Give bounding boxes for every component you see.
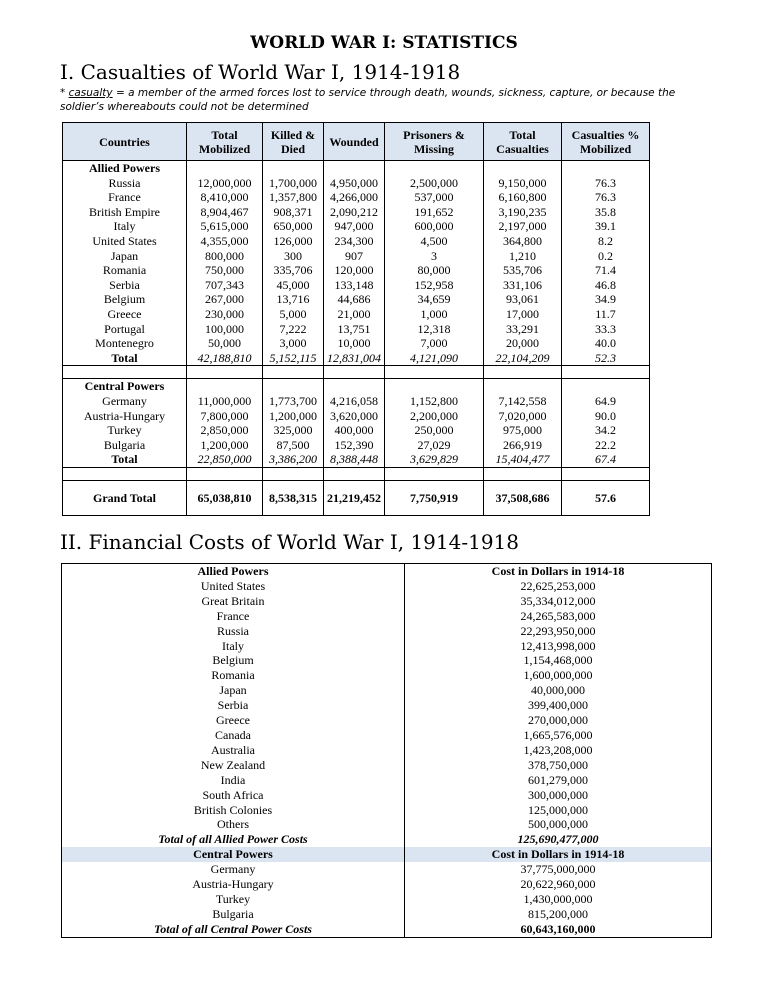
cost-country: Italy <box>222 638 244 653</box>
table-cell: 266,919 <box>503 437 542 452</box>
cost-value: 22,293,950,000 <box>520 623 596 638</box>
table-cell: 71.4 <box>595 263 616 278</box>
grand-total-row <box>63 480 650 515</box>
table-cell: 8,904,467 <box>200 204 249 219</box>
cost-value: 1,430,000,000 <box>523 891 593 906</box>
subtotal-label: Total <box>111 350 138 365</box>
group-spacer <box>327 161 381 176</box>
table-cell: 325,000 <box>273 423 313 438</box>
table-cell: 87,500 <box>276 437 310 452</box>
cost-country: Others <box>217 817 249 832</box>
table-cell: 7,142,558 <box>498 393 547 408</box>
table-cell: 76.3 <box>595 175 616 190</box>
col-5-cell <box>484 161 562 366</box>
cost-country: Austria-Hungary <box>192 877 274 892</box>
cost-value: 40,000,000 <box>531 683 585 698</box>
table-cell: 2,197,000 <box>498 219 547 234</box>
col-2-cell <box>263 379 324 468</box>
table-cell: 21,000 <box>337 306 371 321</box>
table-cell: 800,000 <box>205 248 244 263</box>
col-4-cell <box>385 379 484 468</box>
cost-value: 500,000,000 <box>528 817 588 832</box>
page-title: WORLD WAR I: STATISTICS <box>250 33 518 53</box>
table-cell: 120,000 <box>334 263 374 278</box>
col-header-wounded: Wounded <box>324 123 385 161</box>
table-cell: 5,000 <box>279 306 307 321</box>
country-name: Austria-Hungary <box>83 408 166 423</box>
table-cell: 152,390 <box>334 437 374 452</box>
table-cell: 364,800 <box>503 233 542 248</box>
central-total-label: Total of all Central Power Costs <box>154 921 312 936</box>
col-3-cell <box>324 379 385 468</box>
col-0-cell <box>63 379 187 468</box>
table-cell: 2,850,000 <box>200 423 249 438</box>
table-cell: 300 <box>284 248 302 263</box>
table-cell: 250,000 <box>414 423 454 438</box>
table-cell: 267,000 <box>205 292 244 307</box>
cost-country: Turkey <box>215 891 251 906</box>
table-cell: 1,152,800 <box>410 393 458 408</box>
subtotal-value: 52.3 <box>595 350 616 365</box>
country-name: Belgium <box>103 292 146 307</box>
table-cell: 6,160,800 <box>498 190 547 205</box>
table-cell: 34,659 <box>417 292 451 307</box>
table-cell: 4,355,000 <box>200 233 249 248</box>
table-cell: 947,000 <box>334 219 374 234</box>
cost-column-header-central: Cost in Dollars in 1914-18 <box>405 847 711 862</box>
table-cell: 600,000 <box>414 219 454 234</box>
cost-column-header: Cost in Dollars in 1914-18 <box>491 564 625 578</box>
central-powers-header: Central Powers <box>62 847 404 862</box>
group-spacer <box>565 379 646 394</box>
cost-value: 22,625,253,000 <box>520 578 596 593</box>
table-cell: 64.9 <box>595 393 616 408</box>
cost-country: France <box>216 608 250 623</box>
group-spacer <box>565 161 646 176</box>
col-4-cell <box>385 161 484 366</box>
allied-powers-header: Allied Powers <box>197 564 269 578</box>
cost-country: Serbia <box>217 698 249 713</box>
country-name: Italy <box>113 219 136 234</box>
allied-total-value: 125,690,477,000 <box>517 832 599 847</box>
group-spacer <box>190 379 259 394</box>
cost-country: British Colonies <box>193 802 273 817</box>
table-cell: 8,410,000 <box>200 190 249 205</box>
group-spacer <box>266 161 320 176</box>
table-cell: 1,700,000 <box>269 175 317 190</box>
subtotal-value: 15,404,477 <box>495 452 550 467</box>
subtotal-value: 42,188,810 <box>197 350 252 365</box>
grand-total-mobilized: 65,038,810 <box>187 480 263 515</box>
casualty-term: casualty <box>68 87 113 99</box>
table-cell: 11,000,000 <box>197 393 252 408</box>
table-cell: 4,500 <box>420 233 448 248</box>
table-cell: 100,000 <box>205 321 244 336</box>
table-cell: 975,000 <box>503 423 542 438</box>
table-cell: 3,190,235 <box>498 204 547 219</box>
table-cell: 4,216,058 <box>330 393 378 408</box>
cost-value: 378,750,000 <box>528 757 588 772</box>
table-cell: 12,000,000 <box>197 175 252 190</box>
col-3-cell <box>324 161 385 366</box>
table-cell: 1,357,800 <box>269 190 317 205</box>
table-cell: 1,773,700 <box>269 393 317 408</box>
table-cell: 650,000 <box>273 219 313 234</box>
col-header-countries: Countries <box>63 123 187 161</box>
table-cell: 2,500,000 <box>410 175 458 190</box>
cost-country: Canada <box>215 727 251 742</box>
subtotal-value: 67.4 <box>595 452 616 467</box>
subtotal-value: 3,386,200 <box>269 452 317 467</box>
table-cell: 3 <box>431 248 437 263</box>
cost-value: 1,600,000,000 <box>523 668 593 683</box>
table-cell: 35.8 <box>595 204 616 219</box>
table-cell: 908,371 <box>273 204 313 219</box>
table-cell: 152,958 <box>414 277 454 292</box>
table-cell: 707,343 <box>205 277 244 292</box>
table-cell: 400,000 <box>334 423 374 438</box>
cost-country: Japan <box>219 683 247 698</box>
cost-value: 270,000,000 <box>528 713 588 728</box>
cost-country: India <box>220 772 246 787</box>
cost-value: 1,154,468,000 <box>523 653 593 668</box>
country-name: Serbia <box>109 277 140 292</box>
table-cell: 7,222 <box>279 321 307 336</box>
col-6-cell <box>562 379 650 468</box>
table-cell: 22.2 <box>595 437 616 452</box>
col-6-cell <box>562 161 650 366</box>
subtotal-label: Total <box>111 452 138 467</box>
subtotal-value: 4,121,090 <box>410 350 458 365</box>
subtotal-value: 22,104,209 <box>495 350 550 365</box>
col-header-total-mobilized: Total Mobilized <box>187 123 263 161</box>
table-cell: 3,000 <box>279 336 307 351</box>
table-cell: 5,615,000 <box>200 219 249 234</box>
country-name: France <box>108 190 141 205</box>
grand-total-killed: 8,538,315 <box>263 480 324 515</box>
country-name: Portugal <box>104 321 145 336</box>
table-cell: 8.2 <box>598 233 613 248</box>
group-spacer <box>388 379 480 394</box>
cost-value: 12,413,998,000 <box>520 638 596 653</box>
col-header-total-casualties: Total Casualties <box>484 123 562 161</box>
table-cell: 2,200,000 <box>410 408 458 423</box>
group-spacer <box>487 379 558 394</box>
cost-values-column <box>405 564 712 938</box>
table-cell: 2,090,212 <box>330 204 378 219</box>
table-cell: 230,000 <box>205 306 244 321</box>
grand-total-label: Grand Total <box>63 480 187 515</box>
financial-costs-table <box>61 563 712 938</box>
table-cell: 27,029 <box>417 437 451 452</box>
cost-value: 815,200,000 <box>528 906 588 921</box>
cost-value: 1,665,576,000 <box>523 727 593 742</box>
table-cell: 191,652 <box>414 204 454 219</box>
cost-country: South Africa <box>202 787 264 802</box>
subtotal-value: 5,152,115 <box>269 350 317 365</box>
table-cell: 46.8 <box>595 277 616 292</box>
allied-block <box>63 161 650 366</box>
cost-country: Great Britain <box>201 593 265 608</box>
table-cell: 20,000 <box>506 336 539 351</box>
group-label: Allied Powers <box>89 161 160 175</box>
cost-value: 37,775,000,000 <box>520 862 596 877</box>
table-cell: 7,800,000 <box>200 408 249 423</box>
table-cell: 335,706 <box>273 263 313 278</box>
cost-value: 1,423,208,000 <box>523 742 593 757</box>
col-0-cell <box>63 161 187 366</box>
table-cell: 13,751 <box>337 321 371 336</box>
country-name: Turkey <box>107 423 142 438</box>
table-cell: 4,266,000 <box>330 190 378 205</box>
table-cell: 13,716 <box>276 292 310 307</box>
col-header-casualties-pct: Casualties % Mobilized <box>562 123 650 161</box>
col-header-prisoners: Prisoners & Missing <box>385 123 484 161</box>
table-cell: 76.3 <box>595 190 616 205</box>
group-spacer <box>327 379 381 394</box>
col-1-cell <box>187 379 263 468</box>
table-cell: 33,291 <box>506 321 539 336</box>
table-cell: 7,000 <box>420 336 448 351</box>
table-cell: 1,200,000 <box>269 408 317 423</box>
section-heading-casualties: I. Casualties of World War I, 1914-1918 <box>60 60 461 84</box>
group-label: Central Powers <box>84 379 165 394</box>
table-cell: 1,200,000 <box>200 437 249 452</box>
grand-total-pct: 57.6 <box>562 480 650 515</box>
table-cell: 10,000 <box>337 336 371 351</box>
subtotal-value: 8,388,448 <box>330 452 378 467</box>
col-2-cell <box>263 161 324 366</box>
country-name: Montenegro <box>95 336 154 351</box>
group-spacer <box>388 161 480 176</box>
cost-country: Romania <box>211 668 255 683</box>
table-cell: 12,318 <box>417 321 451 336</box>
col-1-cell <box>187 161 263 366</box>
table-cell: 907 <box>345 248 363 263</box>
table-cell: 33.3 <box>595 321 616 336</box>
table-cell: 535,706 <box>503 263 542 278</box>
table-cell: 7,020,000 <box>498 408 547 423</box>
table-cell: 34.2 <box>595 423 616 438</box>
country-name: Russia <box>108 175 141 190</box>
table-cell: 331,106 <box>503 277 542 292</box>
table-cell: 90.0 <box>595 408 616 423</box>
table-cell: 39.1 <box>595 219 616 234</box>
table-cell: 1,000 <box>420 306 448 321</box>
grand-total-casualties: 37,508,686 <box>484 480 562 515</box>
country-name: Romania <box>102 263 147 278</box>
casualty-definition-note: * casualty = a member of the armed forces lost to service through death, wounds, sickness, capture, or because the soldier’s whereabouts could not be determined <box>60 87 676 113</box>
table-cell: 80,000 <box>417 263 451 278</box>
col-5-cell <box>484 379 562 468</box>
cost-country: Germany <box>210 862 256 877</box>
casualties-header-row <box>63 123 650 161</box>
country-name: British Empire <box>89 204 160 219</box>
cost-value: 20,622,960,000 <box>520 877 596 892</box>
table-cell: 50,000 <box>208 336 241 351</box>
cost-country: Bulgaria <box>212 906 254 921</box>
country-name: Japan <box>110 248 139 263</box>
casualties-table <box>62 122 650 516</box>
group-spacer <box>190 161 259 176</box>
table-cell: 9,150,000 <box>498 175 547 190</box>
central-total-value: 60,643,160,000 <box>520 921 596 936</box>
cost-value: 24,265,583,000 <box>520 608 596 623</box>
cost-country: Australia <box>211 742 255 757</box>
country-name: Bulgaria <box>103 437 146 452</box>
cost-value: 601,279,000 <box>528 772 588 787</box>
table-cell: 126,000 <box>273 233 313 248</box>
table-cell: 17,000 <box>506 306 539 321</box>
table-cell: 750,000 <box>205 263 244 278</box>
table-cell: 0.2 <box>598 248 613 263</box>
table-cell: 34.9 <box>595 292 616 307</box>
grand-total-wounded: 21,219,452 <box>324 480 385 515</box>
table-cell: 3,620,000 <box>330 408 378 423</box>
cost-country: Russia <box>216 623 249 638</box>
cost-value: 125,000,000 <box>528 802 588 817</box>
table-cell: 133,148 <box>334 277 374 292</box>
table-cell: 1,210 <box>509 248 536 263</box>
group-spacer <box>487 161 558 176</box>
cost-country: New Zealand <box>200 757 266 772</box>
cost-value: 300,000,000 <box>528 787 588 802</box>
subtotal-value: 22,850,000 <box>197 452 252 467</box>
grand-total-prisoners: 7,750,919 <box>385 480 484 515</box>
subtotal-value: 3,629,829 <box>410 452 458 467</box>
table-cell: 11.7 <box>595 306 616 321</box>
cost-country: Greece <box>216 713 250 728</box>
table-cell: 45,000 <box>276 277 310 292</box>
cost-value: 399,400,000 <box>528 698 588 713</box>
table-cell: 44,686 <box>337 292 371 307</box>
group-spacer <box>266 379 320 394</box>
central-block <box>63 379 650 468</box>
section-heading-financial: II. Financial Costs of World War I, 1914-1918 <box>60 530 520 554</box>
cost-country: Belgium <box>212 653 254 668</box>
country-name: Germany <box>102 393 147 408</box>
table-cell: 93,061 <box>506 292 539 307</box>
subtotal-value: 12,831,004 <box>327 350 381 365</box>
table-cell: 4,950,000 <box>330 175 378 190</box>
country-name: Greece <box>107 306 142 321</box>
country-name: United States <box>92 233 157 248</box>
table-cell: 40.0 <box>595 336 616 351</box>
cost-value: 35,334,012,000 <box>520 593 596 608</box>
cost-country: United States <box>200 578 266 593</box>
col-header-killed: Killed & Died <box>263 123 324 161</box>
allied-total-label: Total of all Allied Power Costs <box>158 832 308 847</box>
table-cell: 537,000 <box>414 190 454 205</box>
cost-countries-column <box>62 564 405 938</box>
table-cell: 234,300 <box>334 233 374 248</box>
